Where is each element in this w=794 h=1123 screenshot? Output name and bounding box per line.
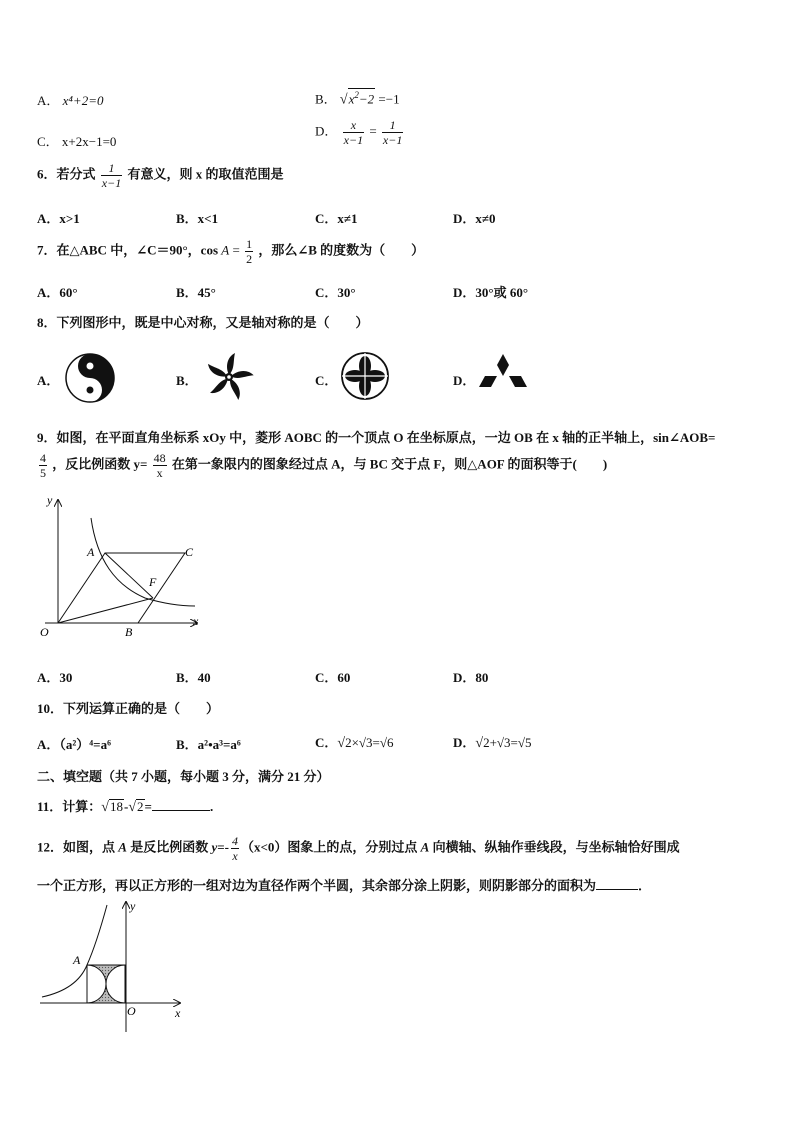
question-text: ，那么∠B 的度数为（ ） [258, 242, 425, 258]
q8-stem: 8．下列图形中，既是中心对称，又是轴对称的是（ ） [37, 315, 369, 330]
variable: y [211, 839, 218, 855]
equals-sign: = [232, 242, 240, 258]
option-label: C． [315, 735, 338, 750]
q12-figure [35, 897, 190, 1037]
option-label: A． [37, 93, 60, 108]
question-text: 在第一象限内的图象经过点 A，与 BC 交于点 F，则△AOF 的面积等于( ) [171, 456, 608, 472]
fraction: $\frac{x}{x-1}$ [343, 118, 364, 147]
question-text: 12．如图，点 [37, 839, 116, 855]
option-label: D． [315, 123, 338, 139]
radicand: $x^2-2$ [348, 90, 375, 107]
label-y: y [130, 899, 136, 913]
rhombus-aobc [58, 553, 185, 623]
label-o: O [127, 1004, 136, 1018]
q8-label-d: D． [453, 373, 476, 388]
option-label: B． [315, 91, 337, 107]
period: ． [638, 878, 652, 893]
q8-label-c: C． [315, 373, 338, 388]
q10-option-c [315, 732, 394, 752]
variable: A [118, 839, 127, 855]
yin-yang-icon [64, 352, 116, 404]
question-text: 向横轴、纵轴作垂线段，与坐标轴恰好围成 [432, 839, 680, 855]
sqrt-sign: √ [101, 800, 109, 815]
q5-option-c [37, 131, 116, 150]
math-expression: 2+√3=√5 [483, 735, 532, 750]
fraction: $\frac{4}{x}$ [231, 834, 238, 863]
minus-sign: - [123, 799, 129, 814]
q10-option-a: A．（a²）⁴=a⁶ [37, 737, 111, 752]
label-c: C [185, 545, 194, 559]
equals-sign: = [369, 123, 377, 139]
label-x: x [193, 614, 199, 628]
question-text: 一个正方形，再以正方形的一组对边为直径作两个半圆，其余部分涂上阴影，则阴影部分的面积为 [37, 878, 597, 893]
radicand: 18 [109, 799, 123, 814]
four-petal-circle-icon [340, 351, 390, 401]
q7-stem [37, 237, 424, 266]
q7-option-a: A．60° [37, 285, 78, 300]
label-b: B [125, 625, 133, 639]
q8-label-b: B． [176, 373, 198, 388]
q11-stem [37, 796, 213, 816]
q5-option-b [315, 88, 400, 108]
q5-option-d [315, 118, 405, 147]
q10-stem: 10．下列运算正确的是（ ） [37, 701, 220, 716]
label-y: y [47, 493, 53, 507]
equals-sign: = [144, 799, 152, 814]
segment-af [105, 553, 153, 598]
q7-option-d: D．30°或 60° [453, 285, 529, 300]
radicand: 2 [137, 799, 144, 814]
q9-option-b: B．40 [176, 670, 211, 685]
q9-stem-line1: 9．如图，在平面直角坐标系 xOy 中，菱形 AOBC 的一个顶点 O 在坐标原点，一边 OB 在 x 轴的正半轴上，sin∠AOB= [37, 430, 716, 445]
math-expression: 2×√3=√6 [345, 735, 394, 750]
three-diamonds-icon [478, 354, 528, 400]
fraction: $\frac{48}{x}$ [153, 451, 166, 480]
q9-option-a: A．30 [37, 670, 73, 685]
q6-option-a: A．x>1 [37, 211, 80, 226]
sqrt-sign: √ [475, 736, 484, 751]
q12-stem-line2 [37, 875, 651, 894]
fraction: $\frac{4}{5}$ [40, 451, 46, 480]
option-label: D． [453, 735, 476, 750]
question-text: 6．若分式 [37, 166, 96, 182]
q6-stem [37, 161, 283, 190]
q9-option-c: C．60 [315, 670, 351, 685]
fraction: $\frac{1}{x-1}$ [101, 161, 122, 190]
q6-option-d: D．x≠0 [453, 211, 496, 226]
question-text: 11．计算： [37, 799, 102, 814]
q9-option-d: D．80 [453, 670, 489, 685]
section-heading: 二、填空题（共 7 小题，每小题 3 分，满分 21 分） [37, 769, 330, 784]
q6-option-c: C．x≠1 [315, 211, 358, 226]
question-text: ，反比例函数 y= [52, 456, 148, 472]
sqrt-sign: √ [339, 92, 348, 108]
label-a: A [87, 545, 95, 559]
q7-option-b: B．45° [176, 285, 216, 300]
q9-stem-line2 [37, 451, 607, 480]
fraction: $\frac{1}{2}$ [246, 237, 253, 266]
answer-blank [152, 798, 210, 811]
period: . [209, 799, 214, 814]
q9-figure [35, 490, 210, 645]
q8-label-a: A． [37, 373, 60, 388]
fraction: $\frac{1}{x-1}$ [382, 118, 403, 147]
math-expression: =−1 [378, 91, 400, 107]
variable: A [221, 242, 230, 258]
label-o: O [40, 625, 49, 639]
q10-option-d [453, 732, 532, 752]
question-text: 是反比例函数 [130, 839, 209, 855]
label-a: A [73, 953, 81, 967]
q5-option-a [37, 90, 103, 109]
question-text: （x<0）图象上的点，分别过点 [240, 839, 418, 855]
pinwheel-icon [204, 351, 254, 403]
q12-stem-line1 [37, 834, 680, 863]
math-expression: x+2x−1=0 [61, 134, 117, 149]
label-x: x [175, 1006, 181, 1020]
q10-option-b: B．a²•a³=a⁶ [176, 737, 241, 752]
question-text: 7．在△ABC 中，∠C＝90°，cos [37, 242, 219, 258]
q6-option-b: B．x<1 [176, 211, 219, 226]
answer-blank [596, 877, 638, 890]
math-expression: =- [217, 839, 229, 855]
q7-option-c: C．30° [315, 285, 356, 300]
math-expression: x⁴+2=0 [62, 93, 104, 108]
sqrt-sign: √ [128, 800, 137, 815]
sqrt-sign: √ [337, 736, 346, 751]
variable: A [420, 839, 430, 855]
label-f: F [149, 575, 157, 589]
question-text: 有意义，则 x 的取值范围是 [127, 166, 284, 182]
option-label: C． [37, 134, 59, 149]
